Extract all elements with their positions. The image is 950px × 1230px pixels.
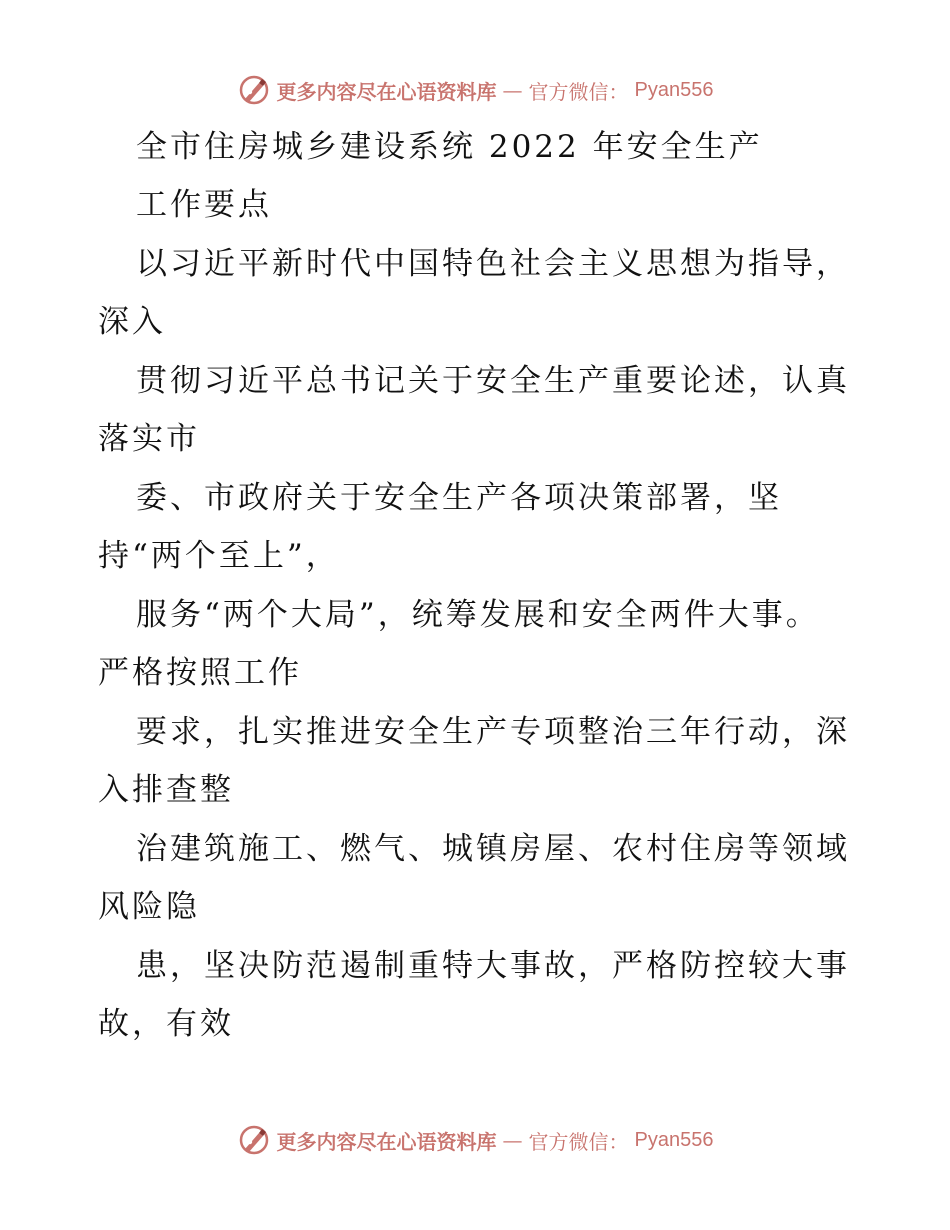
doc-text-line: 严格按照工作 <box>98 655 302 691</box>
doc-text-line: 以习近平新时代中国特色社会主义思想为指导， <box>136 246 850 282</box>
doc-text-line: 要求，扎实推进安全生产专项整治三年行动，深 <box>136 714 850 750</box>
pen-logo-icon <box>237 1123 271 1157</box>
footer-watermark <box>0 1120 950 1160</box>
doc-text-line: 委、市政府关于安全生产各项决策部署，坚 <box>136 480 782 516</box>
doc-text-line: 贯彻习近平总书记关于安全生产重要论述，认真 <box>136 363 850 399</box>
doc-text-line: 故，有效 <box>98 1006 234 1042</box>
doc-text-line: 持“两个至上”， <box>98 538 340 574</box>
doc-text-line: 服务“两个大局”，统筹发展和安全两件大事。 <box>136 597 820 633</box>
doc-text-line: 风险隐 <box>98 889 200 925</box>
watermark-dash: — <box>502 1128 523 1152</box>
doc-text-line: 深入 <box>98 304 166 340</box>
doc-title-line-2: 工作要点 <box>136 187 272 223</box>
watermark-contact-label: 官方微信： <box>528 1129 629 1154</box>
watermark-contact-id: Pyan556 <box>634 1128 714 1151</box>
watermark-dash: — <box>502 78 523 102</box>
doc-text-line: 入排查整 <box>98 772 234 808</box>
doc-text-line: 落实市 <box>98 421 200 457</box>
watermark-brand: 更多内容尽在心语资料库 <box>276 1129 497 1154</box>
pen-logo-icon <box>237 73 271 107</box>
doc-title-line-1: 全市住房城乡建设系统 2022 年安全生产 <box>136 129 763 165</box>
doc-text-line: 患，坚决防范遏制重特大事故，严格防控较大事 <box>136 948 850 984</box>
watermark-contact-id: Pyan556 <box>634 78 714 101</box>
header-watermark <box>0 70 950 110</box>
doc-text-line: 治建筑施工、燃气、城镇房屋、农村住房等领域 <box>136 831 850 867</box>
watermark-contact-label: 官方微信： <box>528 79 629 104</box>
watermark-brand: 更多内容尽在心语资料库 <box>276 79 497 104</box>
